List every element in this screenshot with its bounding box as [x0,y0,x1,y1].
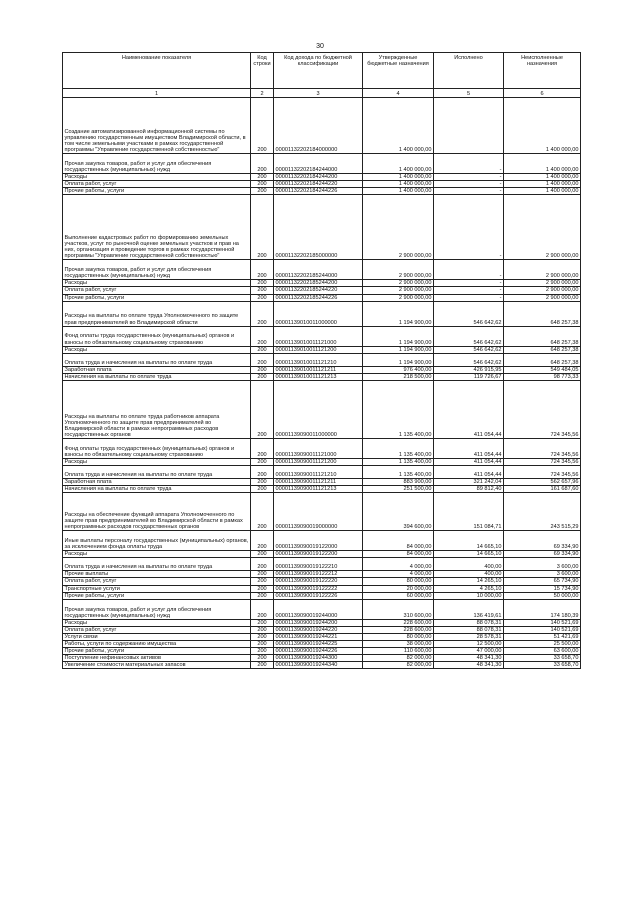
row-executed-cell: 426 915,95 [434,366,504,373]
table-row [63,633,581,640]
table-row [63,294,581,301]
row-code-cell: 200 [251,626,274,633]
table-row [63,551,581,558]
row-approved-cell: 80 000,00 [363,633,434,640]
row-executed-cell: 14 265,10 [434,578,504,585]
row-remaining-cell: 140 521,69 [504,626,581,633]
column-header: Код дохода по бюджетной классификации [274,53,363,89]
row-code-cell: 200 [251,326,274,346]
row-kbk-cell: 00001139090019122222 [274,585,363,592]
row-approved-cell: 1 135 400,00 [363,380,434,438]
row-remaining-cell: 648 257,38 [504,326,581,346]
table-row [63,366,581,373]
table-row [63,98,581,154]
row-name-cell: Фонд оплаты труда государственных (муниципальных) органов и взносы по обязательному социальному страхованию [63,326,251,346]
table-row [63,626,581,633]
column-number: 2 [251,89,274,98]
row-approved-cell: 4 000,00 [363,571,434,578]
row-name-cell: Оплата труда и начисления на выплаты по оплате труда [63,466,251,479]
row-executed-cell: 88 078,31 [434,626,504,633]
row-kbk-cell: 00001139090019244221 [274,633,363,640]
row-code-cell: 200 [251,373,274,380]
row-remaining-cell: 562 657,96 [504,479,581,486]
row-executed-cell: - [434,195,504,260]
row-remaining-cell: 69 334,90 [504,531,581,551]
row-name-cell: Оплата работ, услуг [63,287,251,294]
row-kbk-cell: 00001132202184244000 [274,154,363,174]
row-code-cell: 200 [251,578,274,585]
table-row [63,648,581,655]
row-code-cell: 200 [251,98,274,154]
table-row [63,619,581,626]
row-executed-cell: 47 000,00 [434,648,504,655]
row-name-cell: Фонд оплаты труда государственных (муниципальных) органов и взносы по обязательному социальному страхованию [63,438,251,458]
column-number: 6 [504,89,581,98]
row-approved-cell: 218 500,00 [363,373,434,380]
row-code-cell: 200 [251,346,274,353]
row-kbk-cell: 00001139090011121210 [274,466,363,479]
row-name-cell: Расходы [63,458,251,465]
row-name-cell: Расходы на выплаты по оплате труда работников аппарата Уполномоченного по защите прав предпринимателей во Владимирской области в рамках непрограммных расходов государственных органов [63,380,251,438]
row-remaining-cell: 2 900 000,00 [504,294,581,301]
row-approved-cell: 310 600,00 [363,599,434,619]
row-kbk-cell: 00001139090011000000 [274,380,363,438]
row-kbk-cell: 00001139090011121000 [274,438,363,458]
table-header-row [63,53,581,89]
column-header: Наименование показателя [63,53,251,89]
row-executed-cell: 546 642,62 [434,301,504,326]
row-kbk-cell: 00001132202185244226 [274,294,363,301]
row-executed-cell: 546 642,62 [434,346,504,353]
row-name-cell: Расходы на выплаты по оплате труда Уполномоченного по защите прав предпринимателей во Владимирской области [63,301,251,326]
row-code-cell: 200 [251,181,274,188]
row-approved-cell: 60 000,00 [363,592,434,599]
row-approved-cell: 1 400 000,00 [363,188,434,195]
row-executed-cell: 28 578,31 [434,633,504,640]
row-name-cell: Оплата труда и начисления на выплаты по оплате труда [63,353,251,366]
row-code-cell: 200 [251,648,274,655]
row-kbk-cell: 00001139090011121200 [274,458,363,465]
row-kbk-cell: 00001132202185244200 [274,280,363,287]
column-number-row [63,89,581,98]
row-remaining-cell: 648 257,38 [504,346,581,353]
row-approved-cell: 394 600,00 [363,493,434,531]
row-executed-cell: - [434,294,504,301]
column-header: Утвержденные бюджетные назначения [363,53,434,89]
row-kbk-cell: 00001139090019244220 [274,626,363,633]
row-name-cell: Прочие работы, услуги [63,188,251,195]
row-executed-cell: 411 054,44 [434,380,504,438]
row-name-cell: Оплата работ, услуг [63,626,251,633]
row-remaining-cell: 174 180,39 [504,599,581,619]
row-remaining-cell: 15 734,90 [504,585,581,592]
row-approved-cell: 2 900 000,00 [363,195,434,260]
row-approved-cell: 84 000,00 [363,531,434,551]
table-row [63,326,581,346]
row-kbk-cell: 00001139010011121200 [274,346,363,353]
row-kbk-cell: 00001139090019122212 [274,571,363,578]
row-code-cell: 200 [251,458,274,465]
row-remaining-cell: 2 900 000,00 [504,287,581,294]
row-code-cell: 200 [251,619,274,626]
table-row [63,181,581,188]
row-approved-cell: 110 600,00 [363,648,434,655]
row-code-cell: 200 [251,260,274,280]
row-name-cell: Прочая закупка товаров, работ и услуг для обеспечения государственных (муниципальных) нужд [63,154,251,174]
row-approved-cell: 228 600,00 [363,626,434,633]
row-kbk-cell: 00001139090019122200 [274,551,363,558]
row-code-cell: 200 [251,188,274,195]
row-kbk-cell: 00001139090019122226 [274,592,363,599]
row-remaining-cell: 51 421,69 [504,633,581,640]
row-remaining-cell: 1 400 000,00 [504,181,581,188]
row-name-cell: Выполнение кадастровых работ по формированию земельных участков, услуг по рыночной оценке земельных участков и прав на них, организация и проведение торгов в рамках государственной программы "Управление государственной собственностью" [63,195,251,260]
table-row [63,380,581,438]
row-remaining-cell: 1 400 000,00 [504,154,581,174]
row-code-cell: 200 [251,380,274,438]
row-kbk-cell: 00001139090019244226 [274,648,363,655]
row-remaining-cell: 724 345,56 [504,466,581,479]
row-name-cell: Начисления на выплаты по оплате труда [63,486,251,493]
row-code-cell: 200 [251,154,274,174]
row-remaining-cell: 33 658,70 [504,662,581,669]
row-code-cell: 200 [251,599,274,619]
row-approved-cell: 2 900 000,00 [363,260,434,280]
row-remaining-cell: 50 000,00 [504,592,581,599]
row-approved-cell: 2 900 000,00 [363,280,434,287]
row-code-cell: 200 [251,592,274,599]
row-code-cell: 200 [251,571,274,578]
row-executed-cell: 400,00 [434,558,504,571]
table-row [63,287,581,294]
row-kbk-cell: 00001139090011121211 [274,479,363,486]
row-executed-cell: 400,00 [434,571,504,578]
page-number: 30 [316,43,324,50]
row-executed-cell: 136 419,61 [434,599,504,619]
row-name-cell: Поступление нефинансовых активов [63,655,251,662]
column-header: Исполнено [434,53,504,89]
row-approved-cell: 1 135 400,00 [363,438,434,458]
table-row [63,558,581,571]
row-kbk-cell: 00001139010011121211 [274,366,363,373]
row-remaining-cell: 25 500,00 [504,640,581,647]
table-row [63,486,581,493]
row-approved-cell: 1 194 900,00 [363,301,434,326]
table-row [63,655,581,662]
row-executed-cell: 14 665,10 [434,551,504,558]
row-name-cell: Заработная плата [63,479,251,486]
row-code-cell: 200 [251,195,274,260]
row-name-cell: Транспортные услуги [63,585,251,592]
row-approved-cell: 20 000,00 [363,585,434,592]
row-name-cell: Прочая закупка товаров, работ и услуг для обеспечения государственных (муниципальных) нужд [63,599,251,619]
row-remaining-cell: 2 900 000,00 [504,280,581,287]
row-name-cell: Расходы [63,174,251,181]
table-row [63,353,581,366]
row-kbk-cell: 00001139090019244000 [274,599,363,619]
table-row [63,154,581,174]
row-remaining-cell: 3 600,00 [504,571,581,578]
row-code-cell: 200 [251,486,274,493]
row-executed-cell: 411 054,44 [434,466,504,479]
row-kbk-cell: 00001132202184244200 [274,174,363,181]
table-row [63,585,581,592]
row-approved-cell: 1 400 000,00 [363,181,434,188]
row-name-cell: Прочие выплаты [63,571,251,578]
row-approved-cell: 1 135 400,00 [363,466,434,479]
row-remaining-cell: 243 515,29 [504,493,581,531]
row-approved-cell: 82 000,00 [363,662,434,669]
row-code-cell: 200 [251,280,274,287]
table-row [63,466,581,479]
row-executed-cell: 321 242,04 [434,479,504,486]
row-executed-cell: 411 054,44 [434,438,504,458]
row-kbk-cell: 00001139010011121210 [274,353,363,366]
row-approved-cell: 80 000,00 [363,578,434,585]
row-kbk-cell: 00001132202185000000 [274,195,363,260]
row-name-cell: Заработная плата [63,366,251,373]
row-name-cell: Увеличение стоимости материальных запасов [63,662,251,669]
row-kbk-cell: 00001139090019244200 [274,619,363,626]
row-executed-cell: - [434,174,504,181]
table-row [63,531,581,551]
row-code-cell: 200 [251,301,274,326]
row-approved-cell: 2 900 000,00 [363,294,434,301]
table-row [63,438,581,458]
row-approved-cell: 251 500,00 [363,486,434,493]
row-executed-cell: - [434,280,504,287]
row-name-cell: Услуги связи [63,633,251,640]
row-executed-cell: 151 084,71 [434,493,504,531]
row-remaining-cell: 33 658,70 [504,655,581,662]
row-name-cell: Прочие работы, услуги [63,648,251,655]
row-code-cell: 200 [251,662,274,669]
table-row [63,640,581,647]
column-number: 3 [274,89,363,98]
row-code-cell: 200 [251,466,274,479]
row-name-cell: Прочие работы, услуги [63,294,251,301]
row-code-cell: 200 [251,655,274,662]
row-name-cell: Оплата труда и начисления на выплаты по оплате труда [63,558,251,571]
row-code-cell: 200 [251,531,274,551]
row-remaining-cell: 648 257,38 [504,353,581,366]
table-row [63,662,581,669]
row-remaining-cell: 3 600,00 [504,558,581,571]
row-executed-cell: 14 665,10 [434,531,504,551]
row-executed-cell: 546 642,62 [434,326,504,346]
row-kbk-cell: 00001139010011121000 [274,326,363,346]
row-approved-cell: 4 000,00 [363,558,434,571]
row-executed-cell: 4 265,10 [434,585,504,592]
row-executed-cell: 88 078,31 [434,619,504,626]
row-code-cell: 200 [251,479,274,486]
row-approved-cell: 1 135 400,00 [363,458,434,465]
table-row [63,458,581,465]
row-name-cell: Создание автоматизированной информационной системы по управлению государственным имуществом Владимирской области, в том числе земельными участками в рамках государственной программы "Управление государственной собственностью" [63,98,251,154]
row-name-cell: Оплата работ, услуг [63,578,251,585]
row-remaining-cell: 1 400 000,00 [504,98,581,154]
row-kbk-cell: 00001132202184000000 [274,98,363,154]
row-executed-cell: 48 341,30 [434,655,504,662]
row-executed-cell: 10 000,00 [434,592,504,599]
table-row [63,260,581,280]
table-row [63,195,581,260]
row-kbk-cell: 00001139090019244225 [274,640,363,647]
row-approved-cell: 1 194 900,00 [363,346,434,353]
row-name-cell: Прочие работы, услуги [63,592,251,599]
row-approved-cell: 1 194 900,00 [363,353,434,366]
row-approved-cell: 82 000,00 [363,655,434,662]
row-kbk-cell: 00001139090011121213 [274,486,363,493]
row-remaining-cell: 98 773,33 [504,373,581,380]
row-kbk-cell: 00001139090019122000 [274,531,363,551]
row-remaining-cell: 724 345,56 [504,458,581,465]
table-row [63,280,581,287]
column-number: 4 [363,89,434,98]
row-kbk-cell: 00001139090019122210 [274,558,363,571]
row-remaining-cell: 65 734,90 [504,578,581,585]
row-approved-cell: 38 000,00 [363,640,434,647]
row-name-cell: Работы, услуги по содержанию имущества [63,640,251,647]
row-remaining-cell: 549 484,05 [504,366,581,373]
column-number: 1 [63,89,251,98]
row-name-cell: Прочая закупка товаров, работ и услуг для обеспечения государственных (муниципальных) нужд [63,260,251,280]
row-code-cell: 200 [251,640,274,647]
table-row [63,578,581,585]
row-executed-cell: 546 642,62 [434,353,504,366]
row-remaining-cell: 724 345,56 [504,438,581,458]
row-name-cell: Расходы [63,619,251,626]
row-name-cell: Расходы [63,551,251,558]
row-executed-cell: 12 500,00 [434,640,504,647]
row-approved-cell: 84 000,00 [363,551,434,558]
row-kbk-cell: 00001132202184244226 [274,188,363,195]
row-approved-cell: 1 400 000,00 [363,98,434,154]
row-code-cell: 200 [251,558,274,571]
column-header: Неисполненные назначения [504,53,581,89]
row-code-cell: 200 [251,551,274,558]
row-executed-cell: 119 726,67 [434,373,504,380]
row-remaining-cell: 2 900 000,00 [504,195,581,260]
row-code-cell: 200 [251,353,274,366]
row-executed-cell: 411 054,44 [434,458,504,465]
table-body [63,98,581,669]
row-name-cell: Начисления на выплаты по оплате труда [63,373,251,380]
row-remaining-cell: 1 400 000,00 [504,174,581,181]
row-executed-cell: - [434,154,504,174]
row-executed-cell: - [434,188,504,195]
column-header: Код строки [251,53,274,89]
row-approved-cell: 976 400,00 [363,366,434,373]
row-remaining-cell: 161 687,60 [504,486,581,493]
row-name-cell: Расходы на обеспечение функций аппарата Уполномоченного по защите прав предпринимателей во Владимирской области в рамках непрограммных расходов государственных органов [63,493,251,531]
row-remaining-cell: 1 400 000,00 [504,188,581,195]
row-code-cell: 200 [251,294,274,301]
row-executed-cell: - [434,181,504,188]
row-approved-cell: 1 194 900,00 [363,326,434,346]
table-row [63,301,581,326]
row-kbk-cell: 00001132202185244000 [274,260,363,280]
row-kbk-cell: 00001139090019000000 [274,493,363,531]
table-row [63,571,581,578]
row-name-cell: Расходы [63,346,251,353]
table-row [63,479,581,486]
row-kbk-cell: 00001139010011121213 [274,373,363,380]
row-remaining-cell: 63 600,00 [504,648,581,655]
row-code-cell: 200 [251,438,274,458]
table-row [63,346,581,353]
row-kbk-cell: 00001139090019122220 [274,578,363,585]
row-remaining-cell: 69 334,90 [504,551,581,558]
table-row [63,174,581,181]
table-row [63,592,581,599]
row-code-cell: 200 [251,585,274,592]
row-executed-cell [434,98,504,154]
row-code-cell: 200 [251,633,274,640]
row-remaining-cell: 2 900 000,00 [504,260,581,280]
row-remaining-cell: 724 345,56 [504,380,581,438]
row-name-cell: Расходы [63,280,251,287]
row-remaining-cell: 140 521,69 [504,619,581,626]
row-approved-cell: 2 900 000,00 [363,287,434,294]
row-executed-cell: - [434,260,504,280]
table-row [63,599,581,619]
table-row [63,493,581,531]
row-executed-cell: 89 812,40 [434,486,504,493]
row-kbk-cell: 00001139090019244300 [274,655,363,662]
row-kbk-cell: 00001132202184244220 [274,181,363,188]
row-approved-cell: 1 400 000,00 [363,154,434,174]
row-approved-cell: 883 900,00 [363,479,434,486]
row-approved-cell: 228 600,00 [363,619,434,626]
row-kbk-cell: 00001139010011000000 [274,301,363,326]
row-approved-cell: 1 400 000,00 [363,174,434,181]
budget-execution-table [62,52,581,669]
row-code-cell: 200 [251,287,274,294]
row-code-cell: 200 [251,174,274,181]
column-number: 5 [434,89,504,98]
row-code-cell: 200 [251,366,274,373]
row-code-cell: 200 [251,493,274,531]
row-remaining-cell: 648 257,38 [504,301,581,326]
row-executed-cell: 48 341,30 [434,662,504,669]
row-executed-cell: - [434,287,504,294]
row-name-cell: Оплата работ, услуг [63,181,251,188]
row-kbk-cell: 00001132202185244220 [274,287,363,294]
table-row [63,373,581,380]
row-kbk-cell: 00001139090019244340 [274,662,363,669]
table-row [63,188,581,195]
row-name-cell: Иные выплаты персоналу государственных (муниципальных) органов, за исключением фонда оплаты труда [63,531,251,551]
